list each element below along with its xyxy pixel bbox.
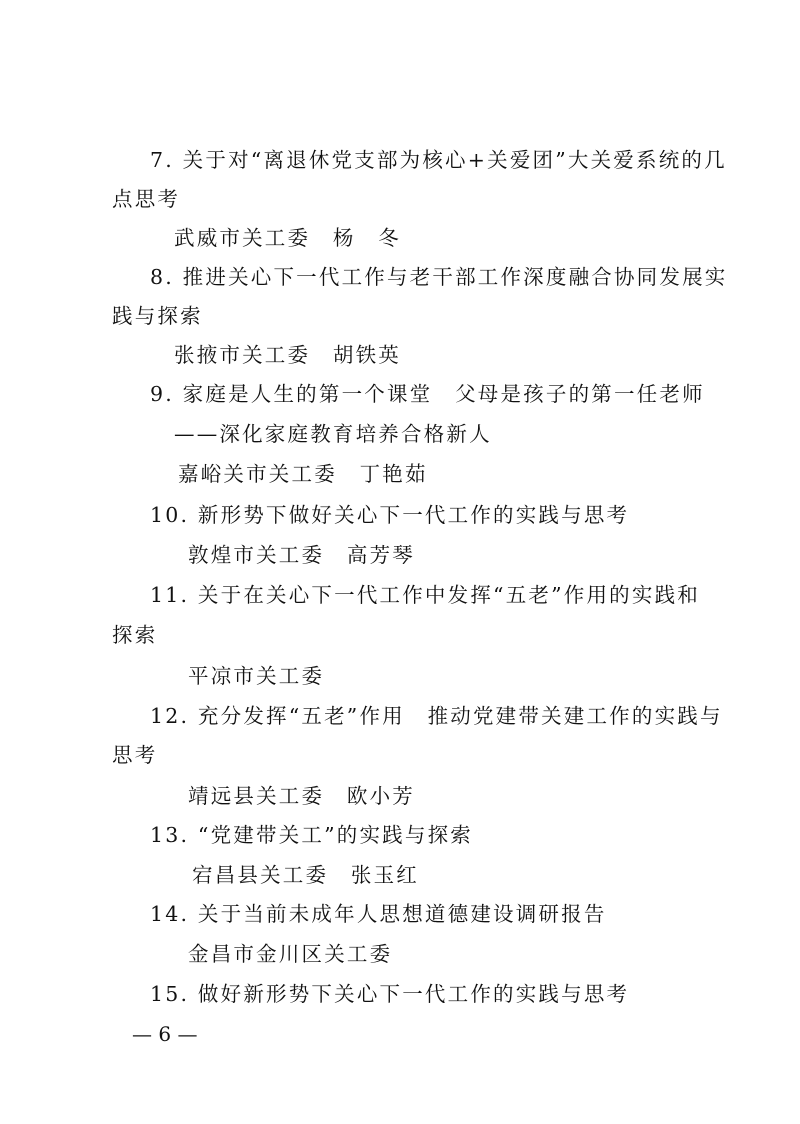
item-9-subtitle: ——深化家庭教育培养合格新人 bbox=[174, 422, 492, 446]
item-8-title-line-2: 践与探索 bbox=[112, 304, 203, 328]
item-15-title-line-1: 15. 做好新形势下关心下一代工作的实践与思考 bbox=[150, 982, 630, 1006]
item-7-title-line-1: 7. 关于对“离退休党支部为核心+关爱团”大关爱系统的几 bbox=[150, 148, 727, 172]
item-10-author: 敦煌市关工委 高芳琴 bbox=[188, 543, 415, 567]
item-10-title-line-1: 10. 新形势下做好关心下一代工作的实践与思考 bbox=[150, 503, 630, 527]
item-8-title-line-1: 8. 推进关心下一代工作与老干部工作深度融合协同发展实 bbox=[150, 265, 728, 289]
item-12-title-line-2: 思考 bbox=[112, 743, 158, 767]
item-11-title-line-1: 11. 关于在关心下一代工作中发挥“五老”作用的实践和 bbox=[150, 583, 700, 607]
item-11-author: 平凉市关工委 bbox=[188, 664, 325, 688]
page-number: — 6 — bbox=[132, 1022, 198, 1046]
item-9-title-line-1: 9. 家庭是人生的第一个课堂 父母是孩子的第一任老师 bbox=[150, 382, 705, 406]
item-9-author: 嘉峪关市关工委 丁艳茹 bbox=[178, 462, 428, 486]
item-12-author: 靖远县关工委 欧小芳 bbox=[188, 784, 415, 808]
item-8-author: 张掖市关工委 胡铁英 bbox=[174, 343, 401, 367]
item-14-title-line-1: 14. 关于当前未成年人思想道德建设调研报告 bbox=[150, 902, 607, 926]
item-7-title-line-2: 点思考 bbox=[112, 187, 181, 211]
item-13-title-line-1: 13. “党建带关工”的实践与探索 bbox=[150, 823, 473, 847]
item-11-title-line-2: 探索 bbox=[112, 623, 158, 647]
item-13-author: 宕昌县关工委 张玉红 bbox=[192, 863, 419, 887]
item-14-author: 金昌市金川区关工委 bbox=[188, 942, 393, 966]
item-12-title-line-1: 12. 充分发挥“五老”作用 推动党建带关建工作的实践与 bbox=[150, 704, 723, 728]
item-7-author: 武威市关工委 杨 冬 bbox=[174, 226, 401, 250]
